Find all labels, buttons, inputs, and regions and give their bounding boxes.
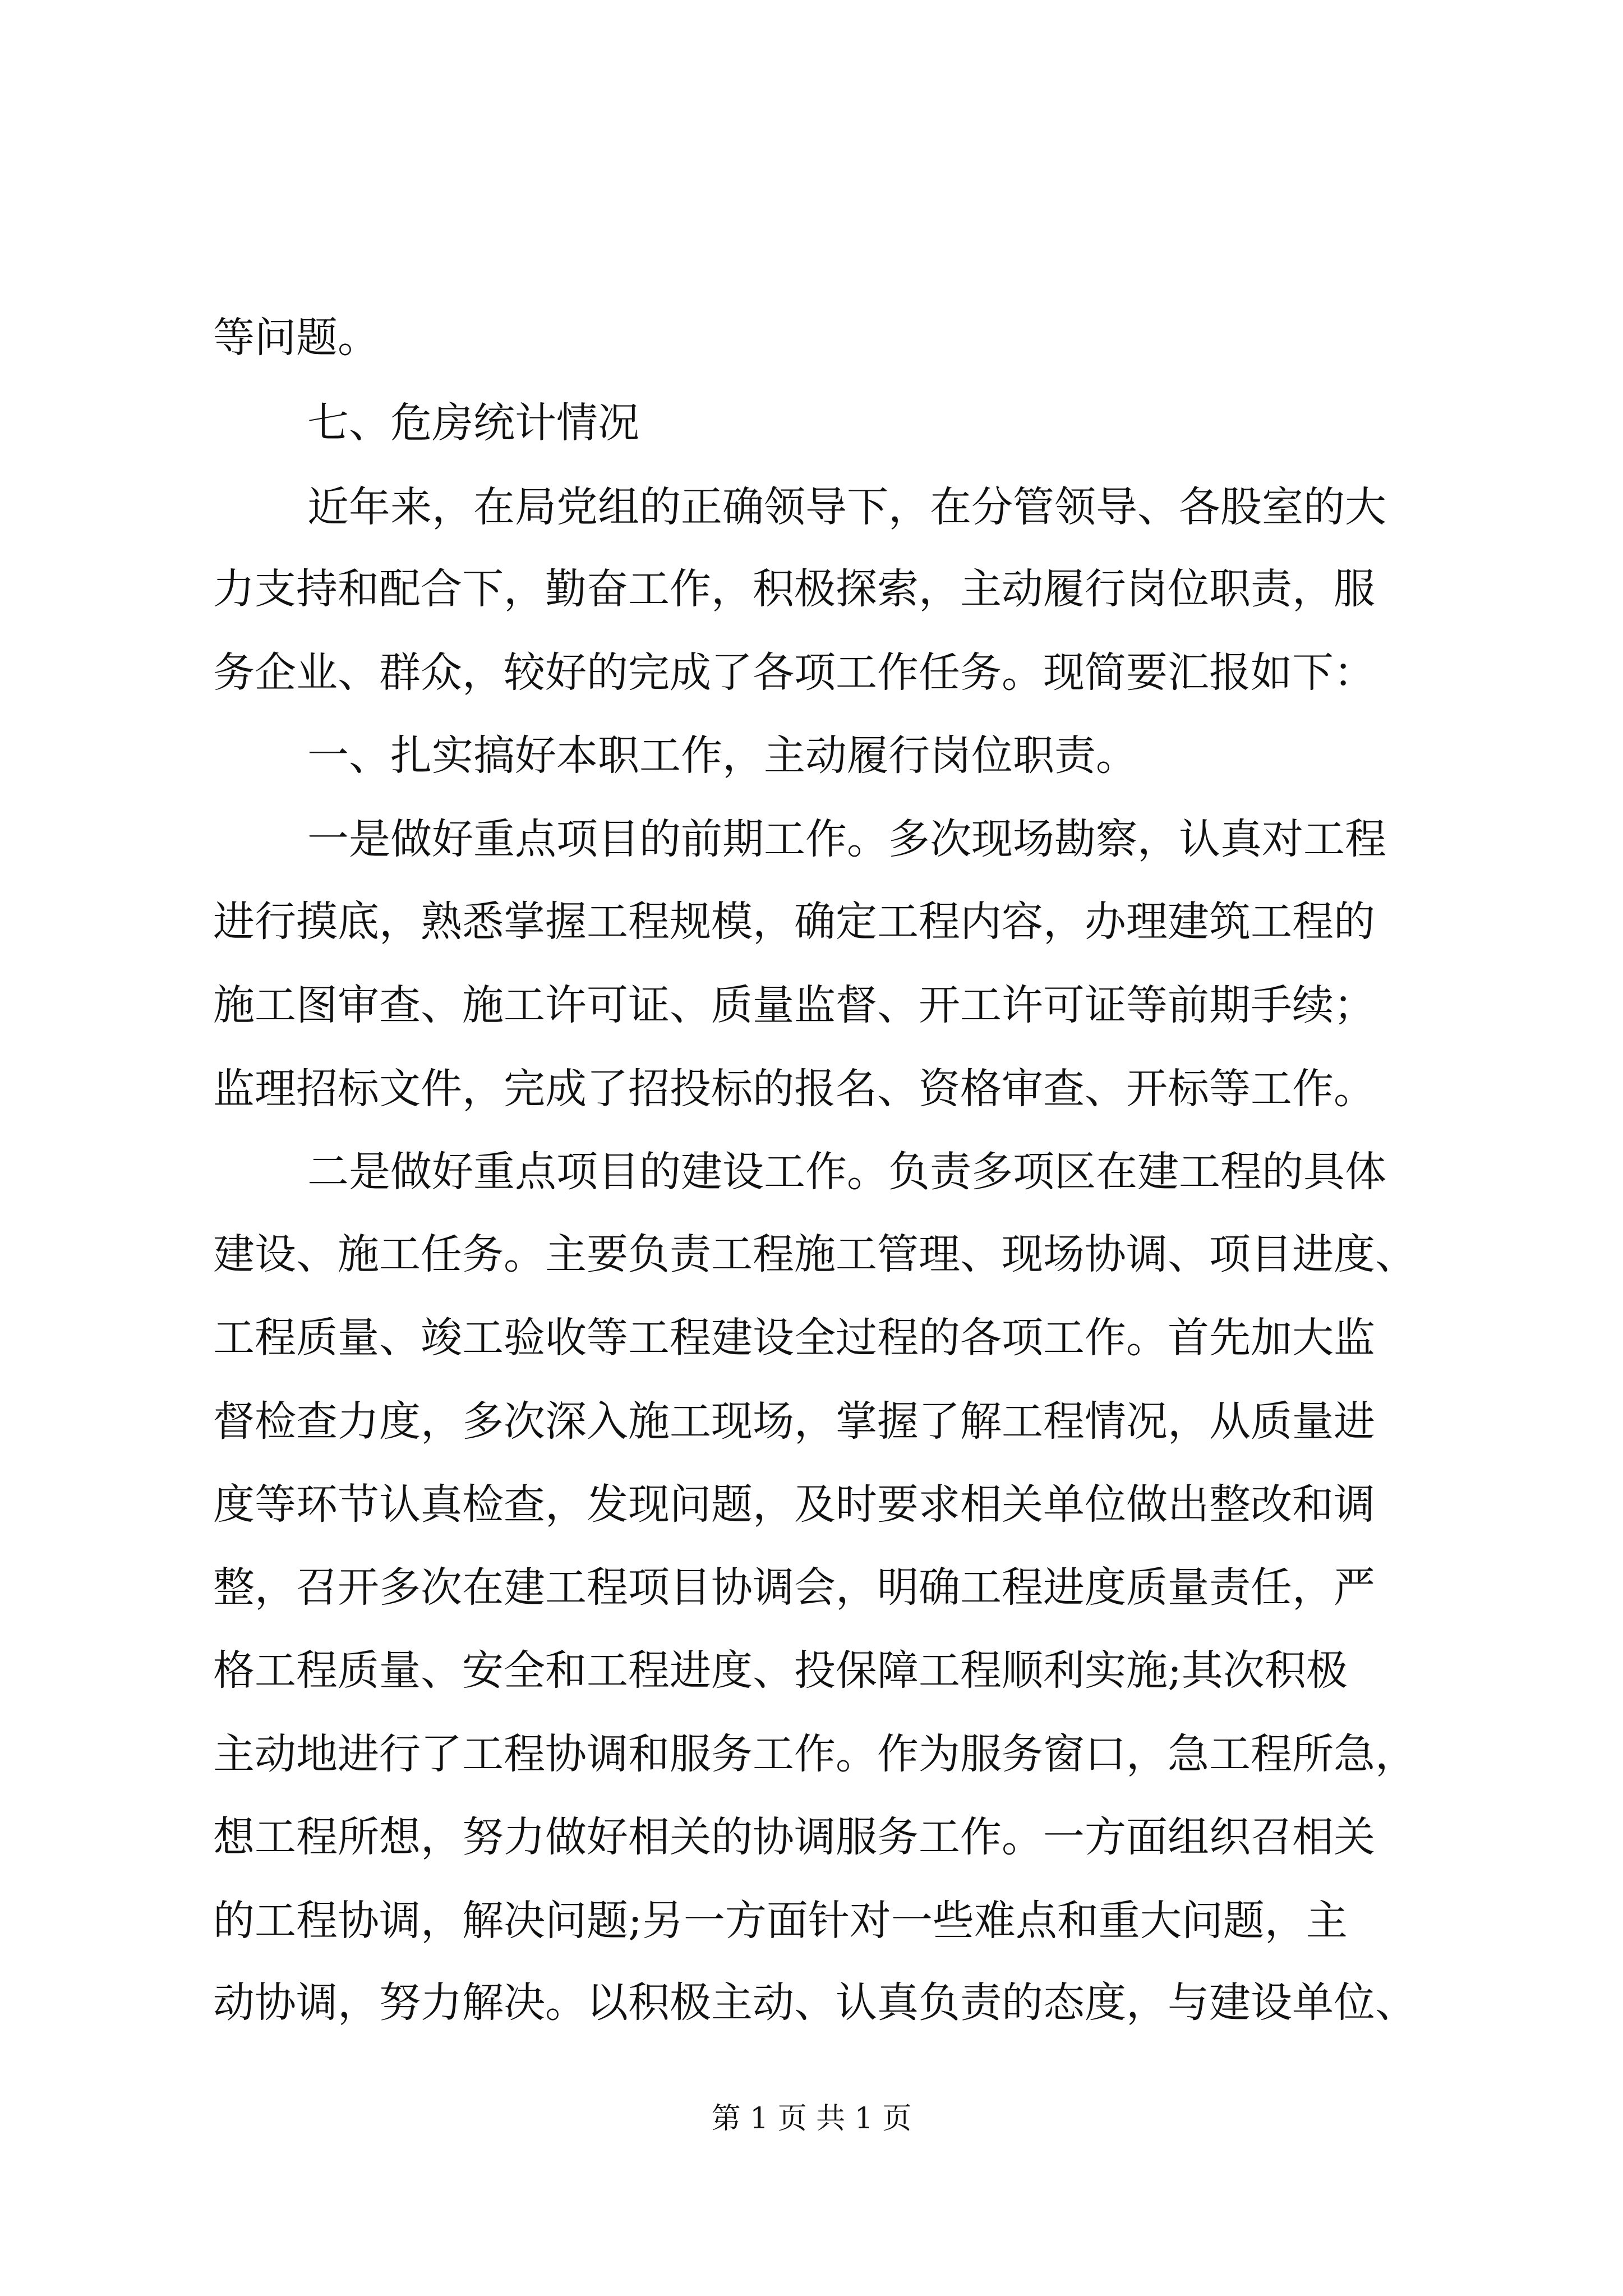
text-line-8: 进行摸底，熟悉掌握工程规模，确定工程内容，办理建筑工程的 [213, 898, 1375, 946]
page-footer: 第 1 页 共 1 页 [711, 2102, 912, 2136]
text-line-11: 二是做好重点项目的建设工作。负责多项区在建工程的具体 [307, 1148, 1386, 1196]
text-line-20: 的工程协调，解决问题;另一方面针对一些难点和重大问题，主 [213, 1897, 1348, 1945]
text-line-10: 监理招标文件，完成了招投标的报名、资格审查、开标等工作。 [213, 1065, 1375, 1113]
text-line-7: 一是做好重点项目的前期工作。多次现场勘察，认真对工程 [307, 815, 1386, 863]
text-line-17: 格工程质量、安全和工程进度、投保障工程顺利实施;其次积极 [213, 1646, 1348, 1695]
text-line-9: 施工图审查、施工许可证、质量监督、开工许可证等前期手续； [213, 981, 1375, 1029]
text-line-3: 近年来，在局党组的正确领导下，在分管领导、各股室的大 [307, 483, 1386, 531]
section-heading-7: 七、危房统计情况 [307, 399, 639, 447]
text-line-13: 工程质量、竣工验收等工程建设全过程的各项工作。首先加大监 [213, 1314, 1375, 1362]
text-line-5: 务企业、群众，较好的完成了各项工作任务。现简要汇报如下： [213, 648, 1375, 697]
text-line-18: 主动地进行了工程协调和服务工作。作为服务窗口，急工程所急， [213, 1730, 1417, 1778]
text-line-14: 督检查力度，多次深入施工现场，掌握了解工程情况，从质量进 [213, 1397, 1375, 1446]
text-line-12: 建设、施工任务。主要负责工程施工管理、现场协调、项目进度、 [213, 1230, 1417, 1278]
section-heading-1: 一、扎实搞好本职工作，主动履行岗位职责。 [307, 731, 1137, 780]
text-line-21: 动协调，努力解决。以积极主动、认真负责的态度，与建设单位、 [213, 1978, 1417, 2027]
text-line-4: 力支持和配合下，勤奋工作，积极探索，主动履行岗位职责，服 [213, 565, 1375, 613]
text-line-1: 等问题。 [213, 314, 379, 362]
text-line-15: 度等环节认真检查，发现问题，及时要求相关单位做出整改和调 [213, 1480, 1375, 1529]
text-line-16: 整，召开多次在建工程项目协调会，明确工程进度质量责任，严 [213, 1563, 1375, 1612]
text-line-19: 想工程所想，努力做好相关的协调服务工作。一方面组织召相关 [213, 1813, 1375, 1861]
